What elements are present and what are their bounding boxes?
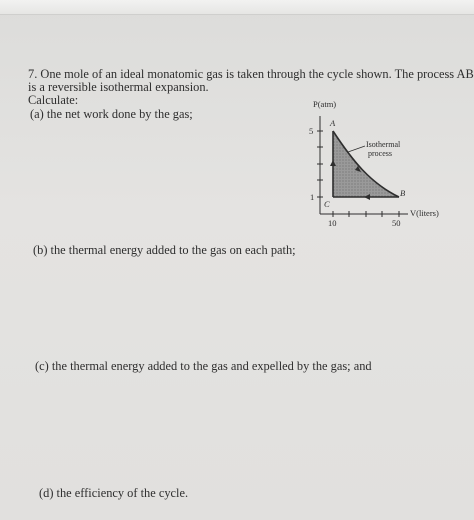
point-a-label: A xyxy=(330,118,336,128)
x-axis-label: V(liters) xyxy=(410,208,439,218)
y-axis-label: P(atm) xyxy=(313,99,337,109)
question-part-d: (d) the efficiency of the cycle. xyxy=(39,486,189,500)
problem-statement-line2: is a reversible isothermal expansion. xyxy=(28,80,209,94)
question-part-b: (b) the thermal energy added to the gas on each path; xyxy=(33,243,296,257)
y-tick-label-1: 1 xyxy=(310,192,315,202)
problem-statement-line1: 7. One mole of an ideal monatomic gas is taken through the cycle shown. The process AB xyxy=(28,67,474,81)
question-part-a: (a) the net work done by the gas; xyxy=(30,107,193,121)
x-tick-label-10: 10 xyxy=(328,218,337,228)
calculate-heading: Calculate: xyxy=(28,93,79,107)
point-b-label: B xyxy=(400,188,406,198)
x-tick-label-50: 50 xyxy=(392,218,401,228)
isothermal-label-pointer xyxy=(348,146,365,152)
isothermal-label-line1: Isothermal xyxy=(366,140,401,149)
isothermal-label-line2: process xyxy=(368,149,392,158)
question-part-c: (c) the thermal energy added to the gas and expelled by the gas; and xyxy=(35,359,372,373)
y-tick-label-5: 5 xyxy=(309,126,314,136)
point-c-label: C xyxy=(324,199,330,209)
